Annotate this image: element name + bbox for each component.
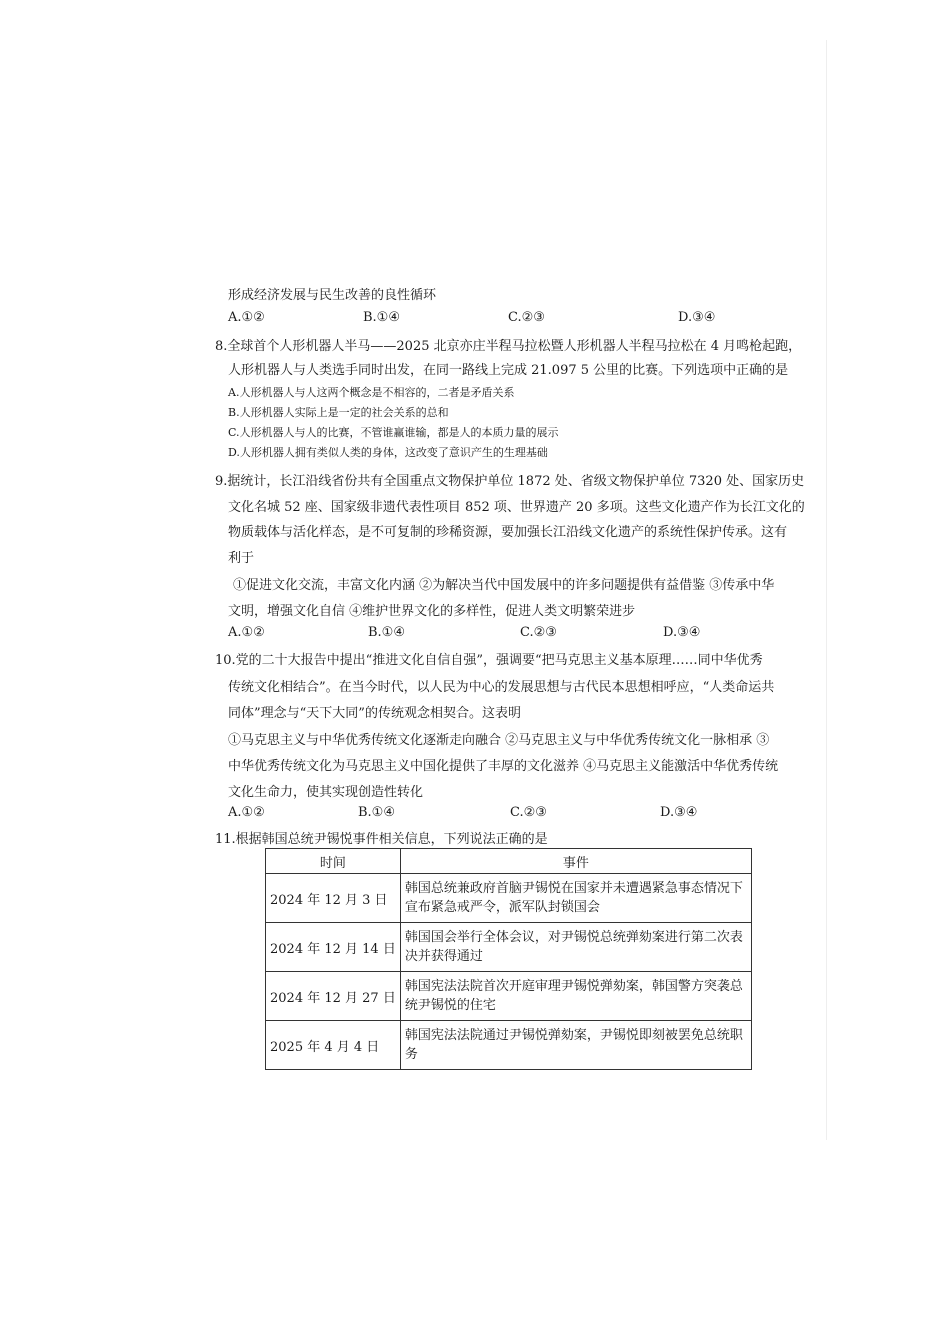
q8-choice-d[interactable]: D.人形机器人拥有类似人类的身体，这改变了意识产生的生理基础 bbox=[228, 446, 548, 459]
row-time: 2024 年 12 月 14 日 bbox=[266, 923, 401, 972]
q10-statement-line-1: ①马克思主义与中华优秀传统文化逐渐走向融合 ②马克思主义与中华优秀传统文化一脉相承 ③ bbox=[228, 733, 770, 748]
q10-option-b[interactable]: B.①④ bbox=[358, 805, 395, 820]
q8-choice-c[interactable]: C.人形机器人与人的比赛，不管谁赢谁输，都是人的本质力量的展示 bbox=[228, 426, 559, 439]
row-event: 韩国国会举行全体会议，对尹锡悦总统弹劾案进行第二次表决并获得通过 bbox=[400, 923, 751, 972]
q8-choice-b[interactable]: B.人形机器人实际上是一定的社会关系的总和 bbox=[228, 406, 449, 419]
q7-option-c[interactable]: C.②③ bbox=[508, 310, 545, 325]
q10-option-c[interactable]: C.②③ bbox=[510, 805, 547, 820]
row-time: 2024 年 12 月 27 日 bbox=[266, 972, 401, 1021]
table-row bbox=[266, 1021, 752, 1070]
q9-option-d[interactable]: D.③④ bbox=[663, 625, 701, 640]
row-event: 韩国宪法法院通过尹锡悦弹劾案，尹锡悦即刻被罢免总统职务 bbox=[400, 1021, 751, 1070]
q10-stem-line-1: 10.党的二十大报告中提出“推进文化自信自强”，强调要“把马克思主义基本原理……同中华优秀 bbox=[215, 653, 763, 668]
q10-statement-line-2: 中华优秀传统文化为马克思主义中国化提供了丰厚的文化滋养 ④马克思主义能激活中华优秀传统 bbox=[228, 759, 779, 774]
row-event: 韩国宪法法院首次开庭审理尹锡悦弹劾案，韩国警方突袭总统尹锡悦的住宅 bbox=[400, 972, 751, 1021]
q9-statement-line-2: 文明，增强文化自信 ④维护世界文化的多样性，促进人类文明繁荣进步 bbox=[228, 604, 636, 619]
row-time: 2024 年 12 月 3 日 bbox=[266, 874, 401, 923]
header-event: 事件 bbox=[400, 849, 751, 874]
q8-stem-line-1: 8.全球首个人形机器人半马——2025 北京亦庄半程马拉松暨人形机器人半程马拉松在 4 月鸣枪起跑， bbox=[215, 339, 802, 354]
q9-option-a[interactable]: A.①② bbox=[228, 625, 265, 640]
table-header-row bbox=[266, 849, 752, 874]
table-row bbox=[266, 874, 752, 923]
row-time: 2025 年 4 月 4 日 bbox=[266, 1021, 401, 1070]
q10-stem-line-2: 传统文化相结合”。在当今时代，以人民为中心的发展思想与古代民本思想相呼应，“人类命运共 bbox=[228, 680, 775, 695]
table-row bbox=[266, 923, 752, 972]
q9-stem-line-1: 9.据统计，长江沿线省份共有全国重点文物保护单位 1872 处、省级文物保护单位 7320 处、国家历史 bbox=[215, 474, 805, 489]
q10-option-a[interactable]: A.①② bbox=[228, 805, 265, 820]
q7-tail-line: 形成经济发展与民生改善的良性循环 bbox=[228, 288, 437, 303]
q11-event-table bbox=[265, 848, 752, 1070]
q9-option-c[interactable]: C.②③ bbox=[520, 625, 557, 640]
q8-choice-a[interactable]: A.人形机器人与人这两个概念是不相容的，二者是矛盾关系 bbox=[228, 386, 515, 399]
q9-statement-line-1: ①促进文化交流，丰富文化内涵 ②为解决当代中国发展中的许多问题提供有益借鉴 ③传承中华 bbox=[233, 578, 775, 593]
q9-stem-line-3: 物质载体与活化样态，是不可复制的珍稀资源，要加强长江沿线文化遗产的系统性保护传承。这有 bbox=[228, 525, 788, 540]
q10-options bbox=[228, 804, 748, 822]
table-row bbox=[266, 972, 752, 1021]
q7-option-b[interactable]: B.①④ bbox=[363, 310, 400, 325]
q7-options bbox=[228, 309, 748, 327]
q9-option-b[interactable]: B.①④ bbox=[368, 625, 405, 640]
q9-options bbox=[228, 624, 748, 642]
q10-statement-line-3: 文化生命力，使其实现创造性转化 bbox=[228, 785, 424, 800]
row-event: 韩国总统兼政府首脑尹锡悦在国家并未遭遇紧急事态情况下宣布紧急戒严令，派军队封锁国会 bbox=[400, 874, 751, 923]
q11-stem: 11.根据韩国总统尹锡悦事件相关信息，下列说法正确的是 bbox=[215, 832, 548, 847]
q10-option-d[interactable]: D.③④ bbox=[660, 805, 698, 820]
q8-stem-line-2: 人形机器人与人类选手同时出发，在同一路线上完成 21.097 5 公里的比赛。下列选项中正确的是 bbox=[228, 363, 789, 378]
q7-option-a[interactable]: A.①② bbox=[228, 310, 265, 325]
q9-stem-line-4: 利于 bbox=[228, 551, 255, 566]
q9-stem-line-2: 文化名城 52 座、国家级非遗代表性项目 852 项、世界遗产 20 多项。这些文化遗产作为长江文化的 bbox=[228, 500, 805, 515]
q10-stem-line-3: 同体”理念与“天下大同”的传统观念相契合。这表明 bbox=[228, 706, 521, 721]
q7-option-d[interactable]: D.③④ bbox=[678, 310, 716, 325]
header-time: 时间 bbox=[266, 849, 401, 874]
